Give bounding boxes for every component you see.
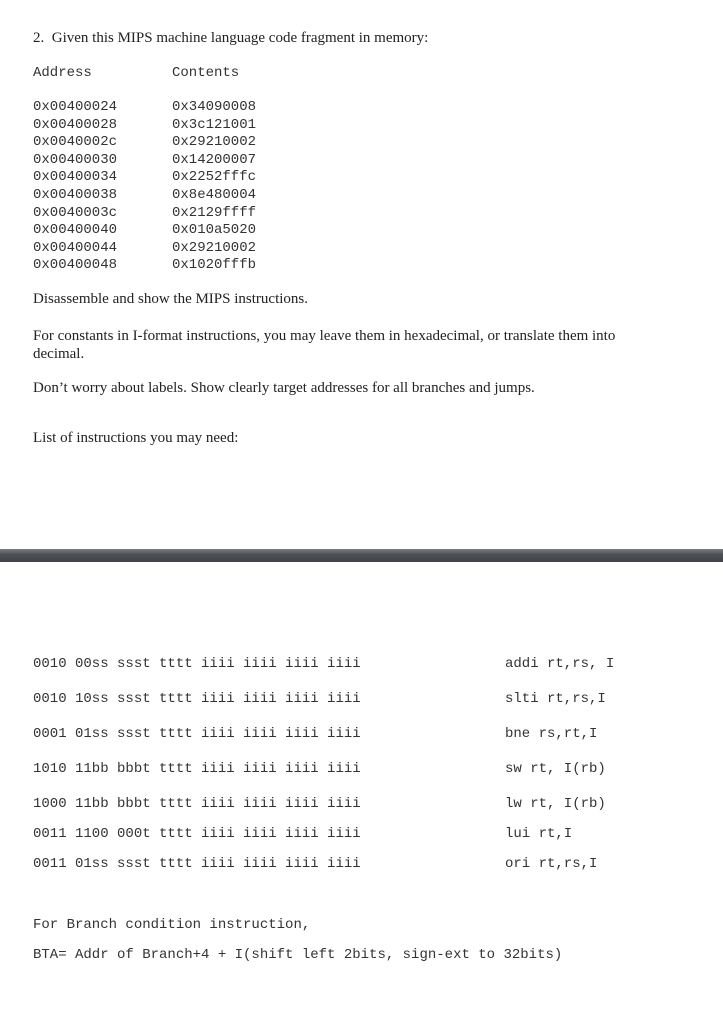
format-row <box>33 655 653 673</box>
contents-cell: 0x1020fffb <box>172 257 257 274</box>
contents-cell: 0x14200007 <box>172 151 257 168</box>
address-header: Address <box>33 65 92 81</box>
format-row <box>33 725 653 743</box>
format-row <box>33 825 653 843</box>
address-cell: 0x00400038 <box>33 187 118 203</box>
contents-cell: 0x2252fffc <box>172 169 257 186</box>
address-cell: 0x00400040 <box>33 222 118 239</box>
format-row <box>33 795 653 813</box>
instruction-constants: For constants in I-format instructions, you may leave them in hexadecimal, or translate them into decimal. <box>33 328 616 362</box>
format-instruction: ori rt,rs,I <box>505 856 598 872</box>
address-cell: 0x0040002c <box>33 134 118 151</box>
contents-cell: 0x34090008 <box>172 99 257 115</box>
contents-cell: 0x3c121001 <box>172 116 257 133</box>
address-cell: 0x00400024 <box>33 99 118 115</box>
format-instruction: bne rs,rt,I <box>505 726 598 742</box>
format-bits: 0011 01ss ssst tttt iiii iiii iiii iiii <box>33 856 361 872</box>
address-cell: 0x00400034 <box>33 169 118 186</box>
format-bits: 0010 00ss ssst tttt iiii iiii iiii iiii <box>33 656 361 672</box>
format-row <box>33 855 653 873</box>
page-divider <box>0 549 723 562</box>
format-row <box>33 690 653 708</box>
format-bits: 0001 01ss ssst tttt iiii iiii iiii iiii <box>33 726 361 742</box>
format-row <box>33 760 653 778</box>
contents-cell: 0x29210002 <box>172 239 257 256</box>
address-cell: 0x00400030 <box>33 151 118 168</box>
contents-cell: 0x010a5020 <box>172 222 257 239</box>
format-bits: 0011 1100 000t tttt iiii iiii iiii iiii <box>33 826 361 842</box>
address-cell: 0x00400048 <box>33 257 118 274</box>
address-cell: 0x00400044 <box>33 239 118 256</box>
bta-formula: BTA= Addr of Branch+4 + I(shift left 2bits, sign-ext to 32bits) <box>33 947 563 963</box>
format-instruction: lw rt, I(rb) <box>505 796 606 812</box>
instruction-list-heading: List of instructions you may need: <box>33 430 239 446</box>
branch-note: For Branch condition instruction, <box>33 917 311 933</box>
instruction-disassemble: Disassemble and show the MIPS instructions. <box>33 291 308 307</box>
instruction-labels: Don’t worry about labels. Show clearly target addresses for all branches and jumps. <box>33 380 535 396</box>
question-title: 2. Given this MIPS machine language code fragment in memory: <box>33 30 429 46</box>
address-cell: 0x0040003c <box>33 204 118 221</box>
contents-cell: 0x29210002 <box>172 134 257 151</box>
format-bits: 1000 11bb bbbt tttt iiii iiii iiii iiii <box>33 796 361 812</box>
contents-header: Contents <box>172 65 240 81</box>
address-cell: 0x00400028 <box>33 116 118 133</box>
contents-cell: 0x2129ffff <box>172 204 257 221</box>
format-bits: 1010 11bb bbbt tttt iiii iiii iiii iiii <box>33 761 361 777</box>
format-instruction: addi rt,rs, I <box>505 656 615 672</box>
contents-cell: 0x8e480004 <box>172 187 257 203</box>
format-instruction: sw rt, I(rb) <box>505 761 606 777</box>
format-instruction: slti rt,rs,I <box>505 691 606 707</box>
format-instruction: lui rt,I <box>505 826 573 842</box>
format-bits: 0010 10ss ssst tttt iiii iiii iiii iiii <box>33 691 361 707</box>
